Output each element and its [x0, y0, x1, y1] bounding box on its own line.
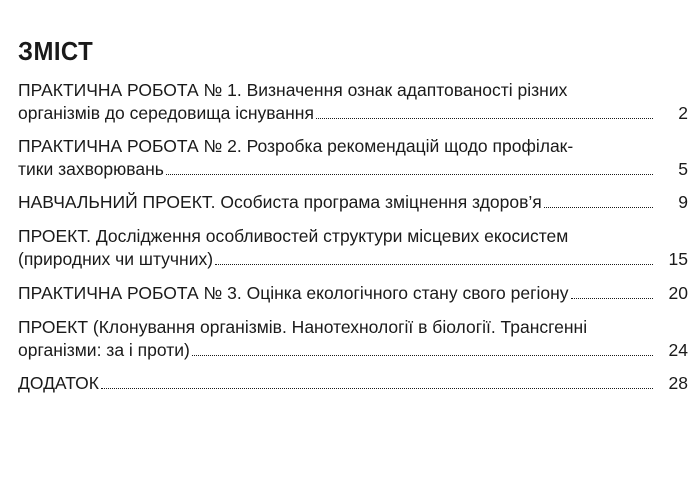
toc-entry[interactable] — [18, 135, 688, 181]
toc-entry-title-line: ДОДАТОК — [18, 373, 99, 393]
dot-leader — [544, 207, 653, 208]
toc-entry-title-line: НАВЧАЛЬНИЙ ПРОЕКТ. Особиста програма зміцнення здоров’я — [18, 192, 542, 212]
toc-entry-title-line: ПРОЕКТ. Дослідження особливостей структури місцевих екосистем — [18, 226, 569, 246]
toc-entry[interactable] — [18, 191, 688, 214]
toc-entry[interactable] — [18, 79, 688, 125]
toc-entry-title-line: ПРАКТИЧНА РОБОТА № 1. Визначення ознак адаптованості різних — [18, 80, 568, 100]
toc-page-number: 15 — [668, 249, 688, 269]
toc-page-number: 9 — [678, 192, 688, 212]
toc-entry-title-line: (природних чи штучних) — [18, 249, 214, 269]
toc-page-number: 2 — [678, 103, 688, 123]
toc-entry-title-line: тики захворювань — [18, 159, 164, 179]
dot-leader — [316, 118, 653, 119]
table-of-contents — [18, 79, 688, 395]
toc-entry-title-line: організмів до середовища існування — [18, 103, 314, 123]
toc-page-number: 5 — [678, 159, 688, 179]
dot-leader — [101, 388, 653, 389]
toc-page-number: 20 — [668, 283, 688, 303]
toc-entry-title-line: ПРАКТИЧНА РОБОТА № 2. Розробка рекомендацій щодо профілак- — [18, 136, 574, 156]
toc-entry[interactable] — [18, 282, 688, 305]
contents-heading: ЗМІСТ — [18, 36, 94, 66]
dot-leader — [215, 264, 653, 265]
dot-leader — [571, 298, 654, 299]
toc-entry[interactable] — [18, 372, 688, 395]
dot-leader — [192, 355, 653, 356]
toc-entry[interactable] — [18, 316, 688, 362]
toc-entry-title-line: організми: за і проти) — [18, 340, 190, 360]
toc-page-number: 28 — [668, 373, 688, 393]
toc-entry[interactable] — [18, 225, 688, 271]
toc-entry-title-line: ПРОЕКТ (Клонування організмів. Нанотехнології в біології. Трансгенні — [18, 317, 588, 337]
toc-page-number: 24 — [668, 340, 688, 360]
dot-leader — [166, 174, 653, 175]
toc-entry-title-line: ПРАКТИЧНА РОБОТА № 3. Оцінка екологічного стану свого регіону — [18, 283, 569, 303]
